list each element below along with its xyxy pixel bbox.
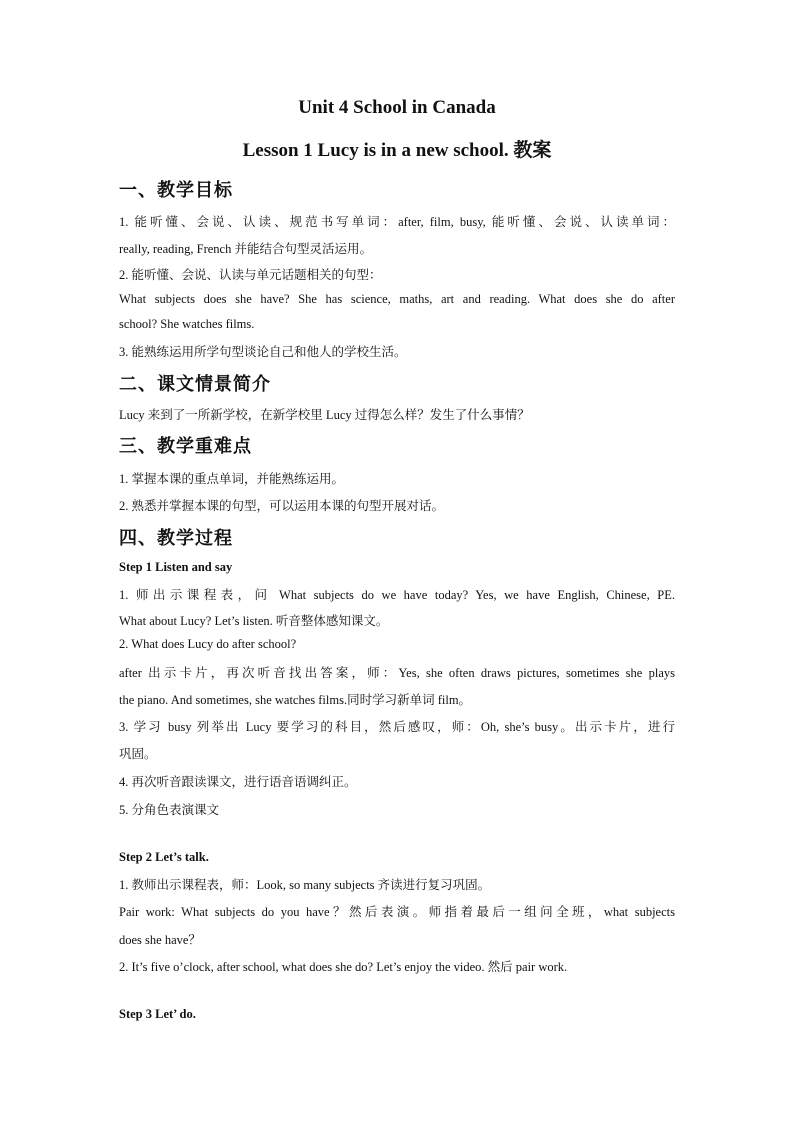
paragraph-line: does she have？ xyxy=(119,933,201,947)
paragraph-line: 1. 师出示课程表，问 What subjects do we have today? Yes, we have English, Chinese, PE. xyxy=(119,588,675,602)
paragraph-line: 2. It’s five o’clock, after school, what does she do? Let’s enjoy the video. 然后 pair work. xyxy=(119,960,568,974)
document-title: Unit 4 School in Canada xyxy=(298,97,496,118)
section-heading-context: 二、课文情景简介 xyxy=(119,374,271,395)
section-heading-objectives: 一、教学目标 xyxy=(119,180,233,201)
section-heading-key-points: 三、教学重难点 xyxy=(119,436,252,457)
section-heading-procedure: 四、教学过程 xyxy=(119,528,233,549)
paragraph-line: school? She watches films. xyxy=(119,317,255,331)
paragraph-line: 3. 能熟练运用所学句型谈论自己和他人的学校生活。 xyxy=(119,345,407,359)
paragraph-line: 3. 学习 busy 列举出 Lucy 要学习的科目，然后感叹，师：Oh, she’s busy。出示卡片，进行 xyxy=(119,720,675,734)
paragraph-line: really, reading, French 并能结合句型灵活运用。 xyxy=(119,242,372,256)
paragraph-line: 2. 能听懂、会说、认读与单元话题相关的句型： xyxy=(119,268,382,282)
step-title: Step 1 Listen and say xyxy=(119,560,233,574)
paragraph-line: Lucy 来到了一所新学校，在新学校里 Lucy 过得怎么样？发生了什么事情？ xyxy=(119,408,530,422)
paragraph-line: 5. 分角色表演课文 xyxy=(119,803,220,817)
paragraph-line: 1. 能听懂、会说、认读、规范书写单词：after, film, busy, 能听懂、会说、认读单词： xyxy=(119,215,675,229)
paragraph-line: after 出示卡片，再次听音找出答案，师：Yes, she often draws pictures, sometimes she plays xyxy=(119,666,675,680)
paragraph-line: 4. 再次听音跟读课文，进行语音语调纠正。 xyxy=(119,775,357,789)
paragraph-line: What subjects does she have? She has science, maths, art and reading. What does she do after xyxy=(119,292,675,306)
paragraph-line: Pair work: What subjects do you have？然后表演。师指着最后一组问全班，what subjects xyxy=(119,905,675,919)
paragraph-line: 巩固。 xyxy=(119,747,157,761)
step-title: Step 3 Let’ do. xyxy=(119,1007,196,1021)
paragraph-line: the piano. And sometimes, she watches films.同时学习新单词 film。 xyxy=(119,693,472,707)
paragraph-line: 2. What does Lucy do after school? xyxy=(119,637,297,651)
paragraph-line: 1. 教师出示课程表，师：Look, so many subjects 齐读进行复习巩固。 xyxy=(119,878,491,892)
paragraph-line: 1. 掌握本课的重点单词，并能熟练运用。 xyxy=(119,472,345,486)
paragraph-line: 2. 熟悉并掌握本课的句型，可以运用本课的句型开展对话。 xyxy=(119,499,445,513)
paragraph-line: What about Lucy? Let’s listen. 听音整体感知课文。 xyxy=(119,614,389,628)
step-title: Step 2 Let’s talk. xyxy=(119,850,209,864)
document-subtitle: Lesson 1 Lucy is in a new school. 教案 xyxy=(242,140,552,161)
